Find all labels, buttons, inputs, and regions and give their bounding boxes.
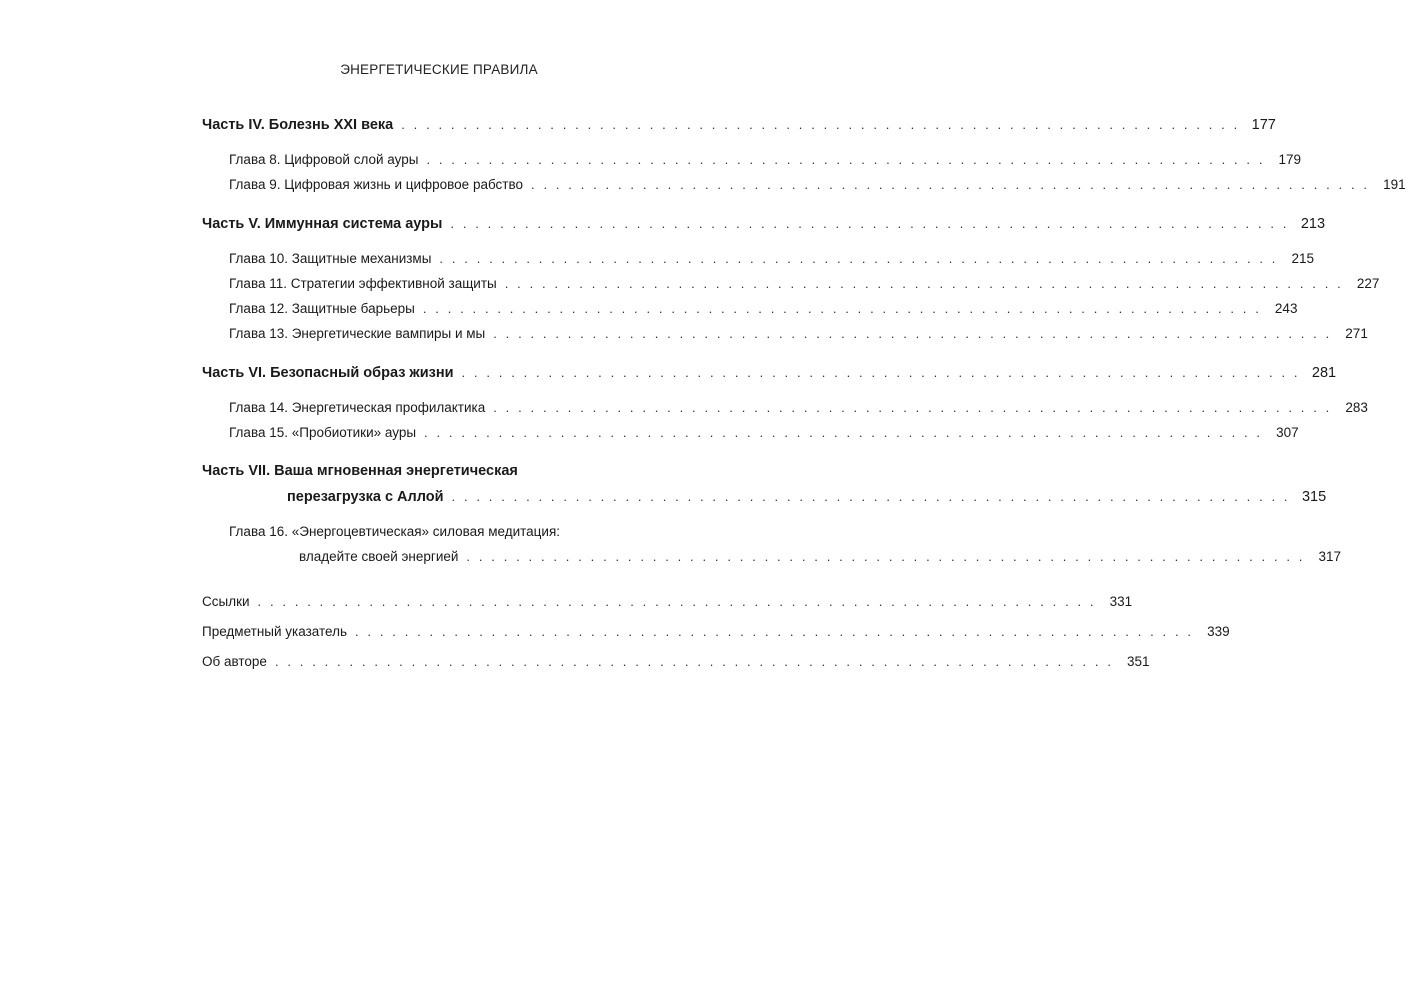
toc-part-5-title: Часть V. Иммунная система ауры [202,216,443,232]
toc-about-author[interactable] [202,649,1150,674]
toc-about-author-page: 351 [1127,654,1150,669]
toc-chapter-16-title-line1[interactable]: Глава 16. «Энергоцевтическая» силовая медитация: [229,524,561,539]
toc-leader-dots: . . . . . . . . . . . . . . . . . . . . . . . . . . . . . . . . . . . . . . . . . . . . . . . . . . . . . . . . . . . . . . . . . . . . [422,301,1262,316]
running-header: ЭНЕРГЕТИЧЕСКИЕ ПРАВИЛА [340,62,538,77]
toc-part-4-page: 177 [1251,117,1276,133]
toc-part-6-title: Часть VI. Безопасный образ жизни [202,365,454,381]
toc-chapter-8-page: 179 [1278,152,1302,167]
toc-leader-dots: . . . . . . . . . . . . . . . . . . . . . . . . . . . . . . . . . . . . . . . . . . . . . . . . . . . . . . . . . . . . . . . . . . . . [439,251,1279,266]
toc-leader-dots: . . . . . . . . . . . . . . . . . . . . . . . . . . . . . . . . . . . . . . . . . . . . . . . . . . . . . . . . . . . . . . . . . . . . [466,549,1306,564]
toc-chapter-8[interactable] [202,147,1302,172]
toc-chapter-11[interactable] [202,271,1380,296]
toc-part-6-page: 281 [1311,365,1337,381]
toc-part-5-page: 213 [1300,216,1326,232]
toc-leader-dots: . . . . . . . . . . . . . . . . . . . . . . . . . . . . . . . . . . . . . . . . . . . . . . . . . . . . . . . . . . . . . . . . . . . . [504,276,1344,291]
toc-leader-dots: . . . . . . . . . . . . . . . . . . . . . . . . . . . . . . . . . . . . . . . . . . . . . . . . . . . . . . . . . . . . . . . . . . . . [401,117,1240,132]
toc-references-title: Ссылки [202,594,250,609]
toc-part-7[interactable] [202,484,1327,509]
toc-chapter-11-page: 227 [1356,276,1380,291]
toc-references[interactable] [202,589,1133,614]
toc-part-6[interactable] [202,360,1337,385]
toc-chapter-9-title: Глава 9. Цифровая жизнь и цифровое рабство [229,177,524,192]
toc-part-7-title-line1[interactable]: Часть VII. Ваша мгновенная энергетическая [202,463,518,479]
toc-chapter-9[interactable] [202,172,1406,197]
toc-chapter-14-title: Глава 14. Энергетическая профилактика [229,400,486,415]
toc-chapter-13[interactable] [202,321,1368,346]
toc-references-page: 331 [1109,594,1133,609]
toc-leader-dots: . . . . . . . . . . . . . . . . . . . . . . . . . . . . . . . . . . . . . . . . . . . . . . . . . . . . . . . . . . . . . . . . . . . . [531,177,1370,192]
toc-part-5[interactable] [202,211,1326,236]
toc-leader-dots: . . . . . . . . . . . . . . . . . . . . . . . . . . . . . . . . . . . . . . . . . . . . . . . . . . . . . . . . . . . . . . . . . . . . [451,489,1291,504]
toc-chapter-13-title: Глава 13. Энергетические вампиры и мы [229,326,486,341]
toc-chapter-12[interactable] [202,296,1298,321]
toc-chapter-16-page: 317 [1318,549,1342,564]
toc-leader-dots: . . . . . . . . . . . . . . . . . . . . . . . . . . . . . . . . . . . . . . . . . . . . . . . . . . . . . . . . . . . . . . . . . . . . [424,425,1263,440]
toc-chapter-15[interactable] [202,420,1299,445]
toc-about-author-title: Об авторе [202,654,267,669]
toc-chapter-8-title: Глава 8. Цифровой слой ауры [229,152,419,167]
toc-chapter-9-page: 191 [1383,177,1406,192]
toc-chapter-15-title: Глава 15. «Пробиотики» ауры [229,425,417,440]
toc-subject-index-title: Предметный указатель [202,624,347,639]
toc-subject-index[interactable] [202,619,1230,644]
toc-chapter-14-page: 283 [1345,400,1368,415]
toc-subject-index-page: 339 [1207,624,1230,639]
toc-chapter-14[interactable] [202,395,1368,420]
toc-chapter-10-title: Глава 10. Защитные механизмы [229,251,432,266]
toc-chapter-10[interactable] [202,246,1315,271]
toc-leader-dots: . . . . . . . . . . . . . . . . . . . . . . . . . . . . . . . . . . . . . . . . . . . . . . . . . . . . . . . . . . . . . . . . . . . . [355,624,1194,639]
toc-leader-dots: . . . . . . . . . . . . . . . . . . . . . . . . . . . . . . . . . . . . . . . . . . . . . . . . . . . . . . . . . . . . . . . . . . . . [426,152,1266,167]
toc-part-7-page: 315 [1301,489,1327,505]
toc-chapter-16[interactable] [202,544,1342,569]
toc-leader-dots: . . . . . . . . . . . . . . . . . . . . . . . . . . . . . . . . . . . . . . . . . . . . . . . . . . . . . . . . . . . . . . . . . . . . [450,216,1290,231]
table-of-contents [202,112,1406,674]
toc-leader-dots: . . . . . . . . . . . . . . . . . . . . . . . . . . . . . . . . . . . . . . . . . . . . . . . . . . . . . . . . . . . . . . . . . . . . [461,365,1301,380]
toc-chapter-15-page: 307 [1276,425,1299,440]
toc-chapter-11-title: Глава 11. Стратегии эффективной защиты [229,276,497,291]
toc-leader-dots: . . . . . . . . . . . . . . . . . . . . . . . . . . . . . . . . . . . . . . . . . . . . . . . . . . . . . . . . . . . . . . . . . . . . [493,326,1332,341]
toc-chapter-10-page: 215 [1291,251,1315,266]
toc-leader-dots: . . . . . . . . . . . . . . . . . . . . . . . . . . . . . . . . . . . . . . . . . . . . . . . . . . . . . . . . . . . . . . . . . . . . [257,594,1097,609]
toc-chapter-12-page: 243 [1274,301,1298,316]
toc-chapter-16-title-line2: владейте своей энергией [299,549,459,564]
toc-part-7-title-line2: перезагрузка с Аллой [287,489,444,505]
toc-chapter-12-title: Глава 12. Защитные барьеры [229,301,415,316]
toc-chapter-13-page: 271 [1345,326,1368,341]
toc-part-4[interactable] [202,112,1276,137]
toc-leader-dots: . . . . . . . . . . . . . . . . . . . . . . . . . . . . . . . . . . . . . . . . . . . . . . . . . . . . . . . . . . . . . . . . . . . . [274,654,1114,669]
toc-leader-dots: . . . . . . . . . . . . . . . . . . . . . . . . . . . . . . . . . . . . . . . . . . . . . . . . . . . . . . . . . . . . . . . . . . . . [493,400,1332,415]
toc-part-4-title: Часть IV. Болезнь XXI века [202,117,394,133]
